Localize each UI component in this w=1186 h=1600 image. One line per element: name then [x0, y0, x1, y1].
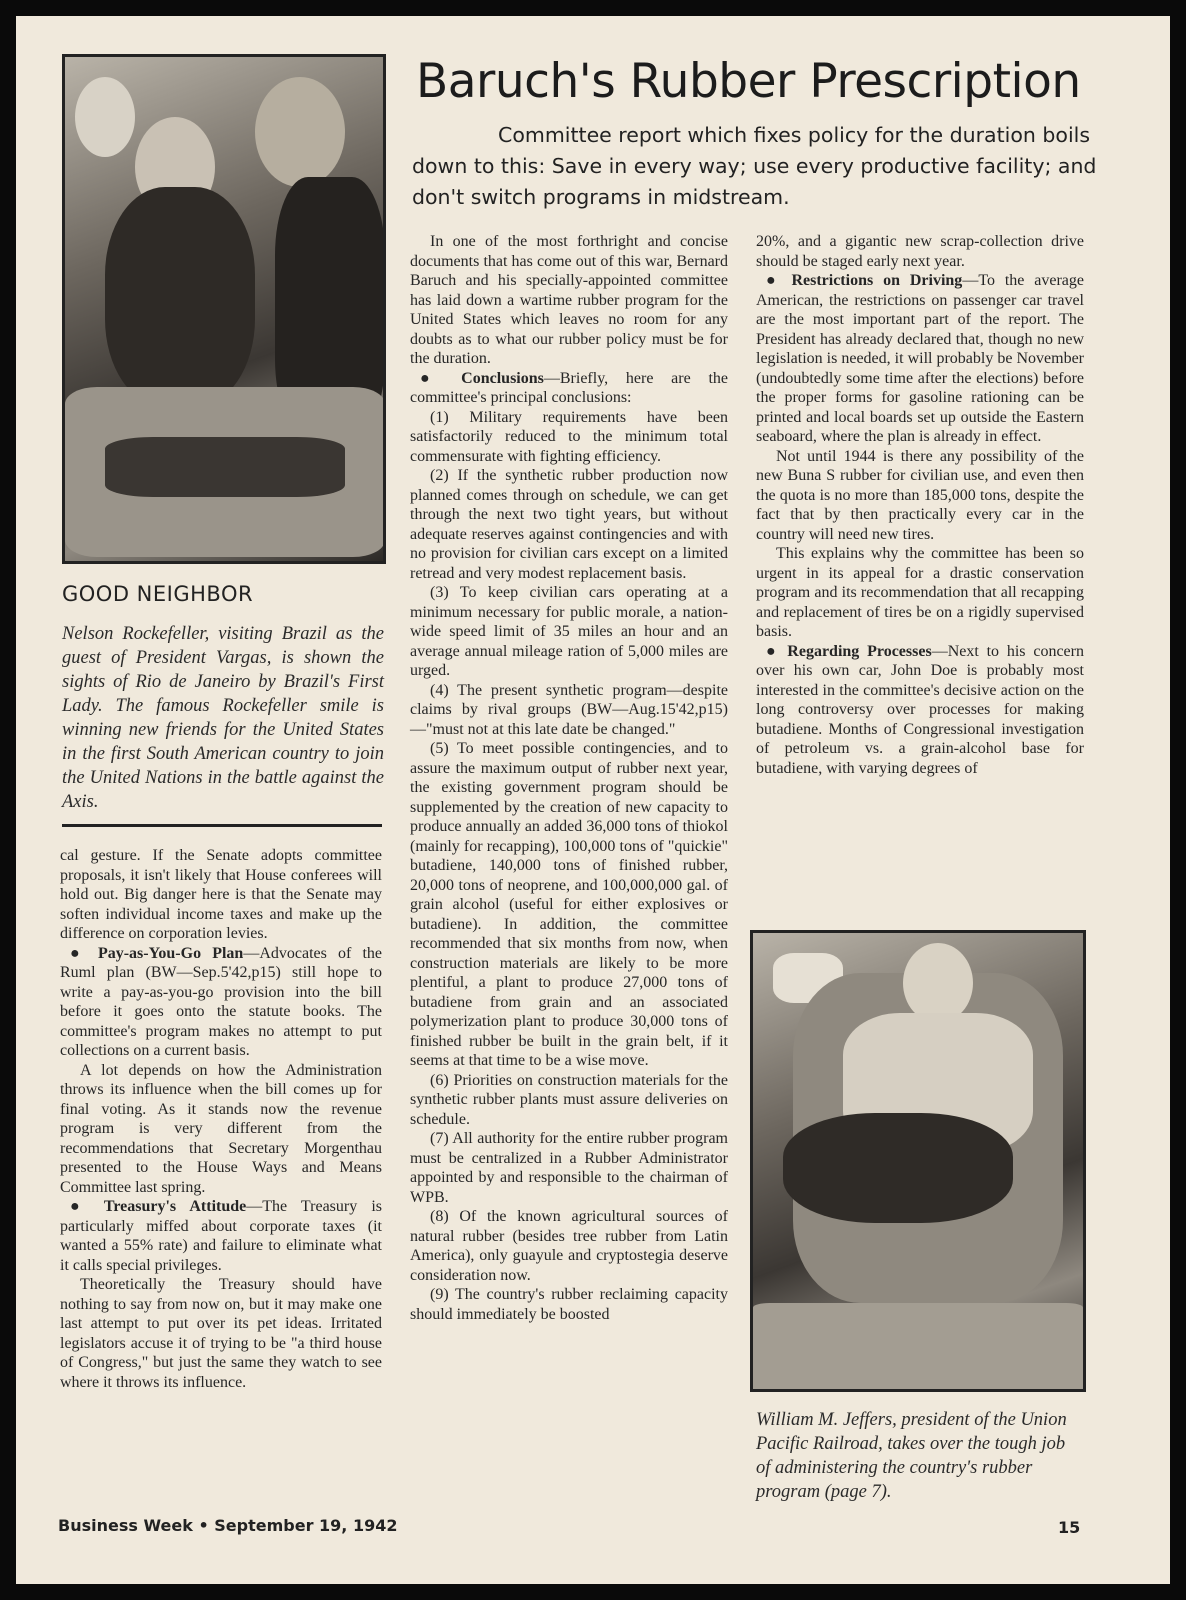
column-2	[410, 232, 728, 1324]
col3-para-2: ● Restrictions on Driving—To the average American, the restrictions on passenger car travel are the most important part of the report. The President has already declared that, though no new legislation is needed, it will probably be November (undoubtedly some time after the elections) before the proper forms for gasoline rationing can be printed and local boards set up outside the Eastern seaboard, where the plan is already in effect.	[756, 272, 1085, 445]
col3-subhead-processes: Regarding Processes	[787, 642, 932, 660]
caption-title: GOOD NEIGHBOR	[62, 582, 254, 606]
column-3	[756, 232, 1084, 778]
col1-para-5: Theoretically the Treasury should have nothing to say from now on, but it may make one last attempt to put over its pet ideas. Irritated legislators accuse it of trying to be "a third house of Congress," but just the same they watch to see where it throws its influence.	[60, 1276, 382, 1391]
col3-subhead-driving: Restrictions on Driving	[791, 272, 963, 289]
photo-good-neighbor	[62, 54, 386, 564]
col2-para-2: ● Conclusions—Briefly, here are the committee's principal conclusions:	[410, 369, 729, 406]
col3-para-5-text: Next to his concern over his own car, John Doe is probably most interested in the committee's decisive action on the long controversy over processes for making butadiene. Months of Congressional investigation of petroleum vs. a grain-alcohol base for butadiene, with varying degrees of	[756, 642, 1084, 777]
col2-item-4: (4) The present synthetic program—despite claims by rival groups (BW—Aug.15'42,p15)—"must not at this late date be changed."	[410, 681, 728, 738]
col2-item-9: (9) The country's rubber reclaiming capacity should immediately be boosted	[410, 1286, 728, 1323]
column-1	[60, 846, 382, 1392]
col2-item-8: (8) Of the known agricultural sources of natural rubber (besides tree rubber from Latin America), only guayule and cryptostegia deserve consideration now.	[410, 1208, 728, 1284]
col3-para-2-text: To the average American, the restrictions on passenger car travel are the most important part of the report. The President has already declared that, though no new legislation is needed, it will probably be November (undoubtedly some time after the elections) before the proper forms for gasoline rationing can be printed and local boards set up outside the Eastern seaboard, where the plan is already in effect.	[756, 272, 1085, 445]
col2-item-1: (1) Military requirements have been satisfactorily reduced to the minimum total commensurate with fighting efficiency.	[410, 408, 728, 465]
col1-para-2: ● Pay-as-You-Go Plan—Advocates of the Ruml plan (BW—Sep.5'42,p15) still hope to write a pay-as-you-go provision into the bill before it goes onto the statute books. The committee's program makes no attempt to put collections on a current basis.	[60, 944, 383, 1059]
page-number: 15	[1058, 1518, 1081, 1537]
caption-jeffers: William M. Jeffers, president of the Union Pacific Railroad, takes over the tough job of administering the country's rubber program (page 7).	[756, 1410, 1067, 1502]
col2-item-2: (2) If the synthetic rubber production now planned comes through on schedule, we can get through the next two tight years, but without adequate reserves against contingencies and with no provision for civilian cars except on a limited retread and very modest replacement basis.	[410, 467, 728, 582]
col3-para-4: This explains why the committee has been so urgent in its appeal for a drastic conservation program and its recommendation that all recapping and replacement of tires be on a rigidly supervised basis.	[756, 545, 1084, 640]
col1-para-1: cal gesture. If the Senate adopts committee proposals, it isn't likely that House conferees will hold out. Big danger here is that the Senate may soften individual income taxes and make up the difference on corporation levies.	[60, 847, 382, 942]
col1-para-4-text: The Treasury is particularly miffed about corporate taxes (it wanted a 55% rate) and failure to eliminate what it calls special privileges.	[60, 1198, 382, 1274]
headline: Baruch's Rubber Prescription	[416, 54, 1081, 109]
footer	[58, 1516, 397, 1535]
col3-para-1: 20%, and a gigantic new scrap-collection drive should be staged early next year.	[756, 233, 1084, 270]
col2-para-1: In one of the most forthright and concise documents that has come out of this war, Bernard Baruch and his specially-appointed committee has laid down a wartime rubber program for the United States which leaves no room for any doubts as to what our rubber policy must be for the duration.	[410, 233, 728, 367]
caption-rule	[62, 824, 382, 827]
deck: Committee report which fixes policy for the duration boils down to this: Save in every way; use every productive facility; and don't switch programs in midstream.	[412, 123, 1097, 209]
col3-para-5: ● Regarding Processes—Next to his concern over his own car, John Doe is probably most interested in the committee's decisive action on the long controversy over processes for making butadiene. Months of Congressional investigation of petroleum vs. a grain-alcohol base for butadiene, with varying degrees of	[756, 642, 1084, 777]
col2-para-2-text: Briefly, here are the committee's principal conclusions:	[410, 369, 729, 406]
photo-jeffers	[750, 930, 1086, 1392]
col2-item-5: (5) To meet possible contingencies, and to assure the maximum output of rubber next year, the existing government program should be supplemented by the creation of new capacity to produce annually an added 36,000 tons of thiokol (mainly for recapping), 100,000 tons of "quickie" butadiene, 140,000 tons of finished rubber, 20,000 tons of neoprene, and 100,000,000 gal. of grain alcohol (useful for either explosives or butadiene). In addition, the committee recommended that six months from now, when construction materials are likely to be more plentiful, a plant to produce 27,000 tons of butadiene from grain and an associated polymerization plant to produce 30,000 tons of finished rubber be built in the grain belt, if it seems at that time to be a wise move.	[410, 740, 728, 1069]
col1-subhead-payg: Pay-as-You-Go Plan	[97, 944, 244, 962]
col2-item-3: (3) To keep civilian cars operating at a minimum necessary for public morale, a nation-wide speed limit of 35 miles an hour and an average annual mileage ration of 5,000 miles are urged.	[410, 584, 728, 679]
col1-para-2-text: Advocates of the Ruml plan (BW—Sep.5'42,p15) still hope to write a pay-as-you-go provision into the bill before it goes onto the statute books. The committee's program makes no attempt to put collections on a current basis.	[60, 944, 383, 1059]
col1-para-4: ● Treasury's Attitude—The Treasury is particularly miffed about corporate taxes (it wanted a 55% rate) and failure to eliminate what it calls special privileges.	[60, 1198, 382, 1274]
publication-name: Business Week	[58, 1516, 193, 1535]
col2-item-7: (7) All authority for the entire rubber program must be centralized in a Rubber Administrator appointed by and responsible to the chairman of WPB.	[410, 1130, 728, 1206]
col2-item-6: (6) Priorities on construction materials for the synthetic rubber plants must assure deliveries on schedule.	[410, 1071, 728, 1128]
col1-para-3: A lot depends on how the Administration throws its influence when the bill comes up for final voting. As it stands now the revenue program is very different from the recommendations that Secretary Morgenthau presented to the House Ways and Means Committee last spring.	[60, 1061, 382, 1196]
issue-date: September 19, 1942	[214, 1516, 398, 1535]
col2-subhead-conclusions: Conclusions	[461, 369, 544, 387]
caption-good-neighbor: Nelson Rockefeller, visiting Brazil as the guest of President Vargas, is shown the sights of Rio de Janeiro by Brazil's First Lady. The famous Rockefeller smile is winning new friends for the United States in the first South American country to join the United Nations in the battle against the Axis.	[62, 624, 384, 812]
col1-subhead-treasury: Treasury's Attitude	[103, 1198, 247, 1215]
col3-para-3: Not until 1944 is there any possibility of the new Buna S rubber for civilian use, and even then the quota is no more than 185,000 tons, despite the fact that by then practically every car in the country will need new tires.	[756, 447, 1084, 543]
footer-separator: •	[198, 1516, 209, 1535]
magazine-page	[16, 16, 1170, 1584]
